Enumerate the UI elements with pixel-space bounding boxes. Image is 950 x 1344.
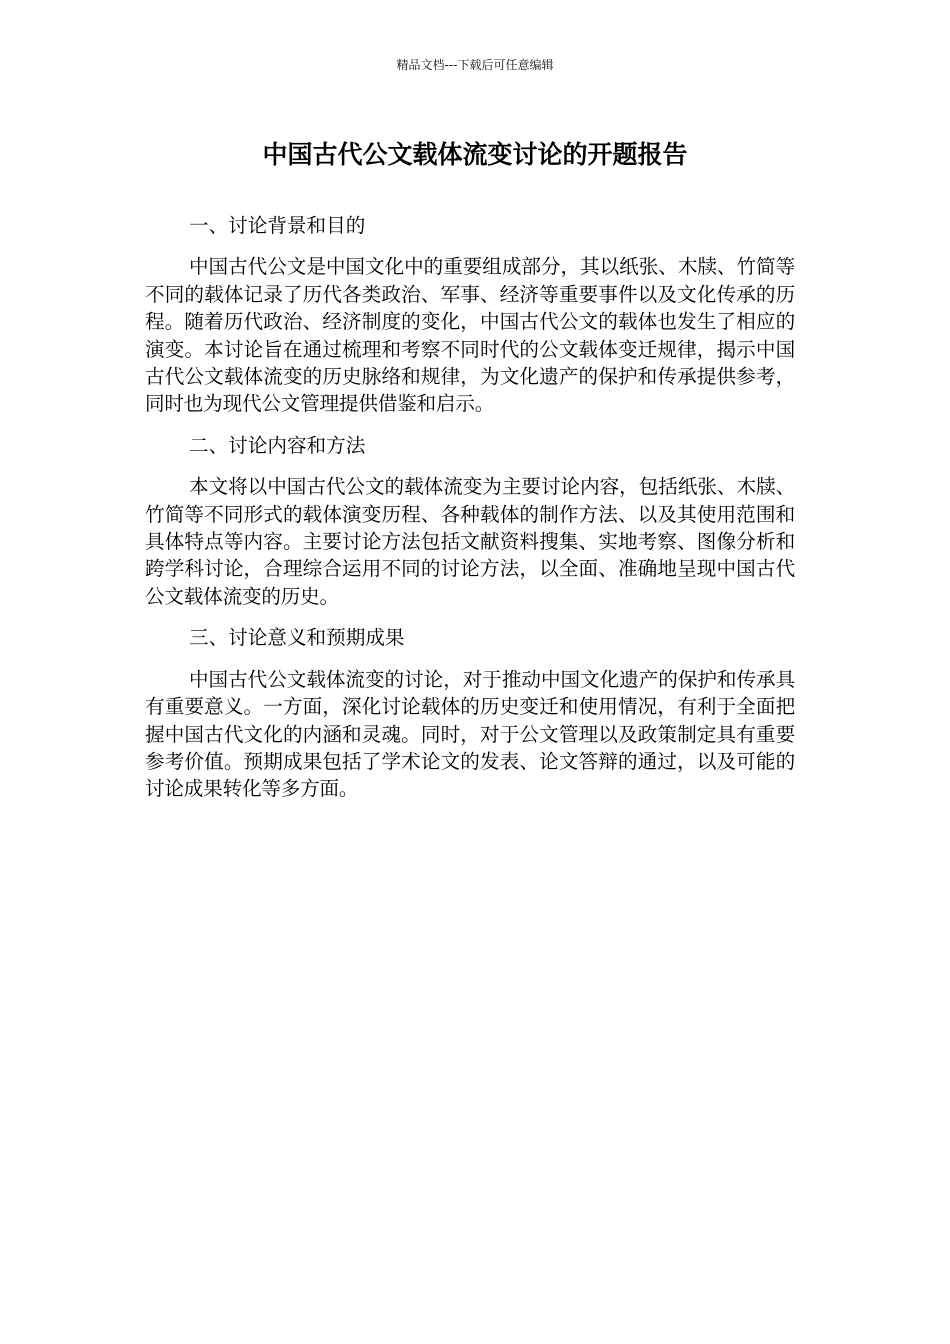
section-heading: 一、讨论背景和目的 — [189, 214, 366, 237]
section-heading: 三、讨论意义和预期成果 — [189, 626, 405, 650]
section-heading: 二、讨论内容和方法 — [189, 433, 366, 457]
section-background — [145, 212, 795, 418]
document-body — [145, 212, 795, 817]
header-note: 精品文档---下载后可任意编辑 — [396, 58, 554, 72]
document-title: 中国古代公文载体流变讨论的开题报告 — [262, 140, 688, 169]
section-content-methods — [145, 432, 795, 610]
section-paragraph: 中国古代公文是中国文化中的重要组成部分，其以纸张、木牍、竹简等不同的载体记录了历代各类政治、军事、经济等重要事件以及文化传承的历程。随着历代政治、经济制度的变化，中国古代公文的载体也发生了相应的演变。本讨论旨在通过梳理和考察不同时代的公文载体变迁规律，揭示中国古代公文载体流变的历史脉络和规律，为文化遗产的保护和传承提供参考，同时也为现代公文管理提供借鉴和启示。 — [145, 255, 795, 416]
section-paragraph: 中国古代公文载体流变的讨论，对于推动中国文化遗产的保护和传承具有重要意义。一方面，深化讨论载体的历史变迁和使用情况，有利于全面把握中国古代文化的内涵和灵魂。同时，对于公文管理以及政策制定具有重要参考价值。预期成果包括了学术论文的发表、论文答辩的通过，以及可能的讨论成果转化等多方面。 — [145, 667, 795, 801]
section-significance-outcomes — [145, 624, 795, 802]
section-paragraph: 本文将以中国古代公文的载体流变为主要讨论内容，包括纸张、木牍、竹简等不同形式的载体演变历程、各种载体的制作方法、以及其使用范围和具体特点等内容。主要讨论方法包括文献资料搜集、实地考察、图像分析和跨学科讨论，合理综合运用不同的讨论方法，以全面、准确地呈现中国古代公文载体流变的历史。 — [145, 475, 795, 608]
